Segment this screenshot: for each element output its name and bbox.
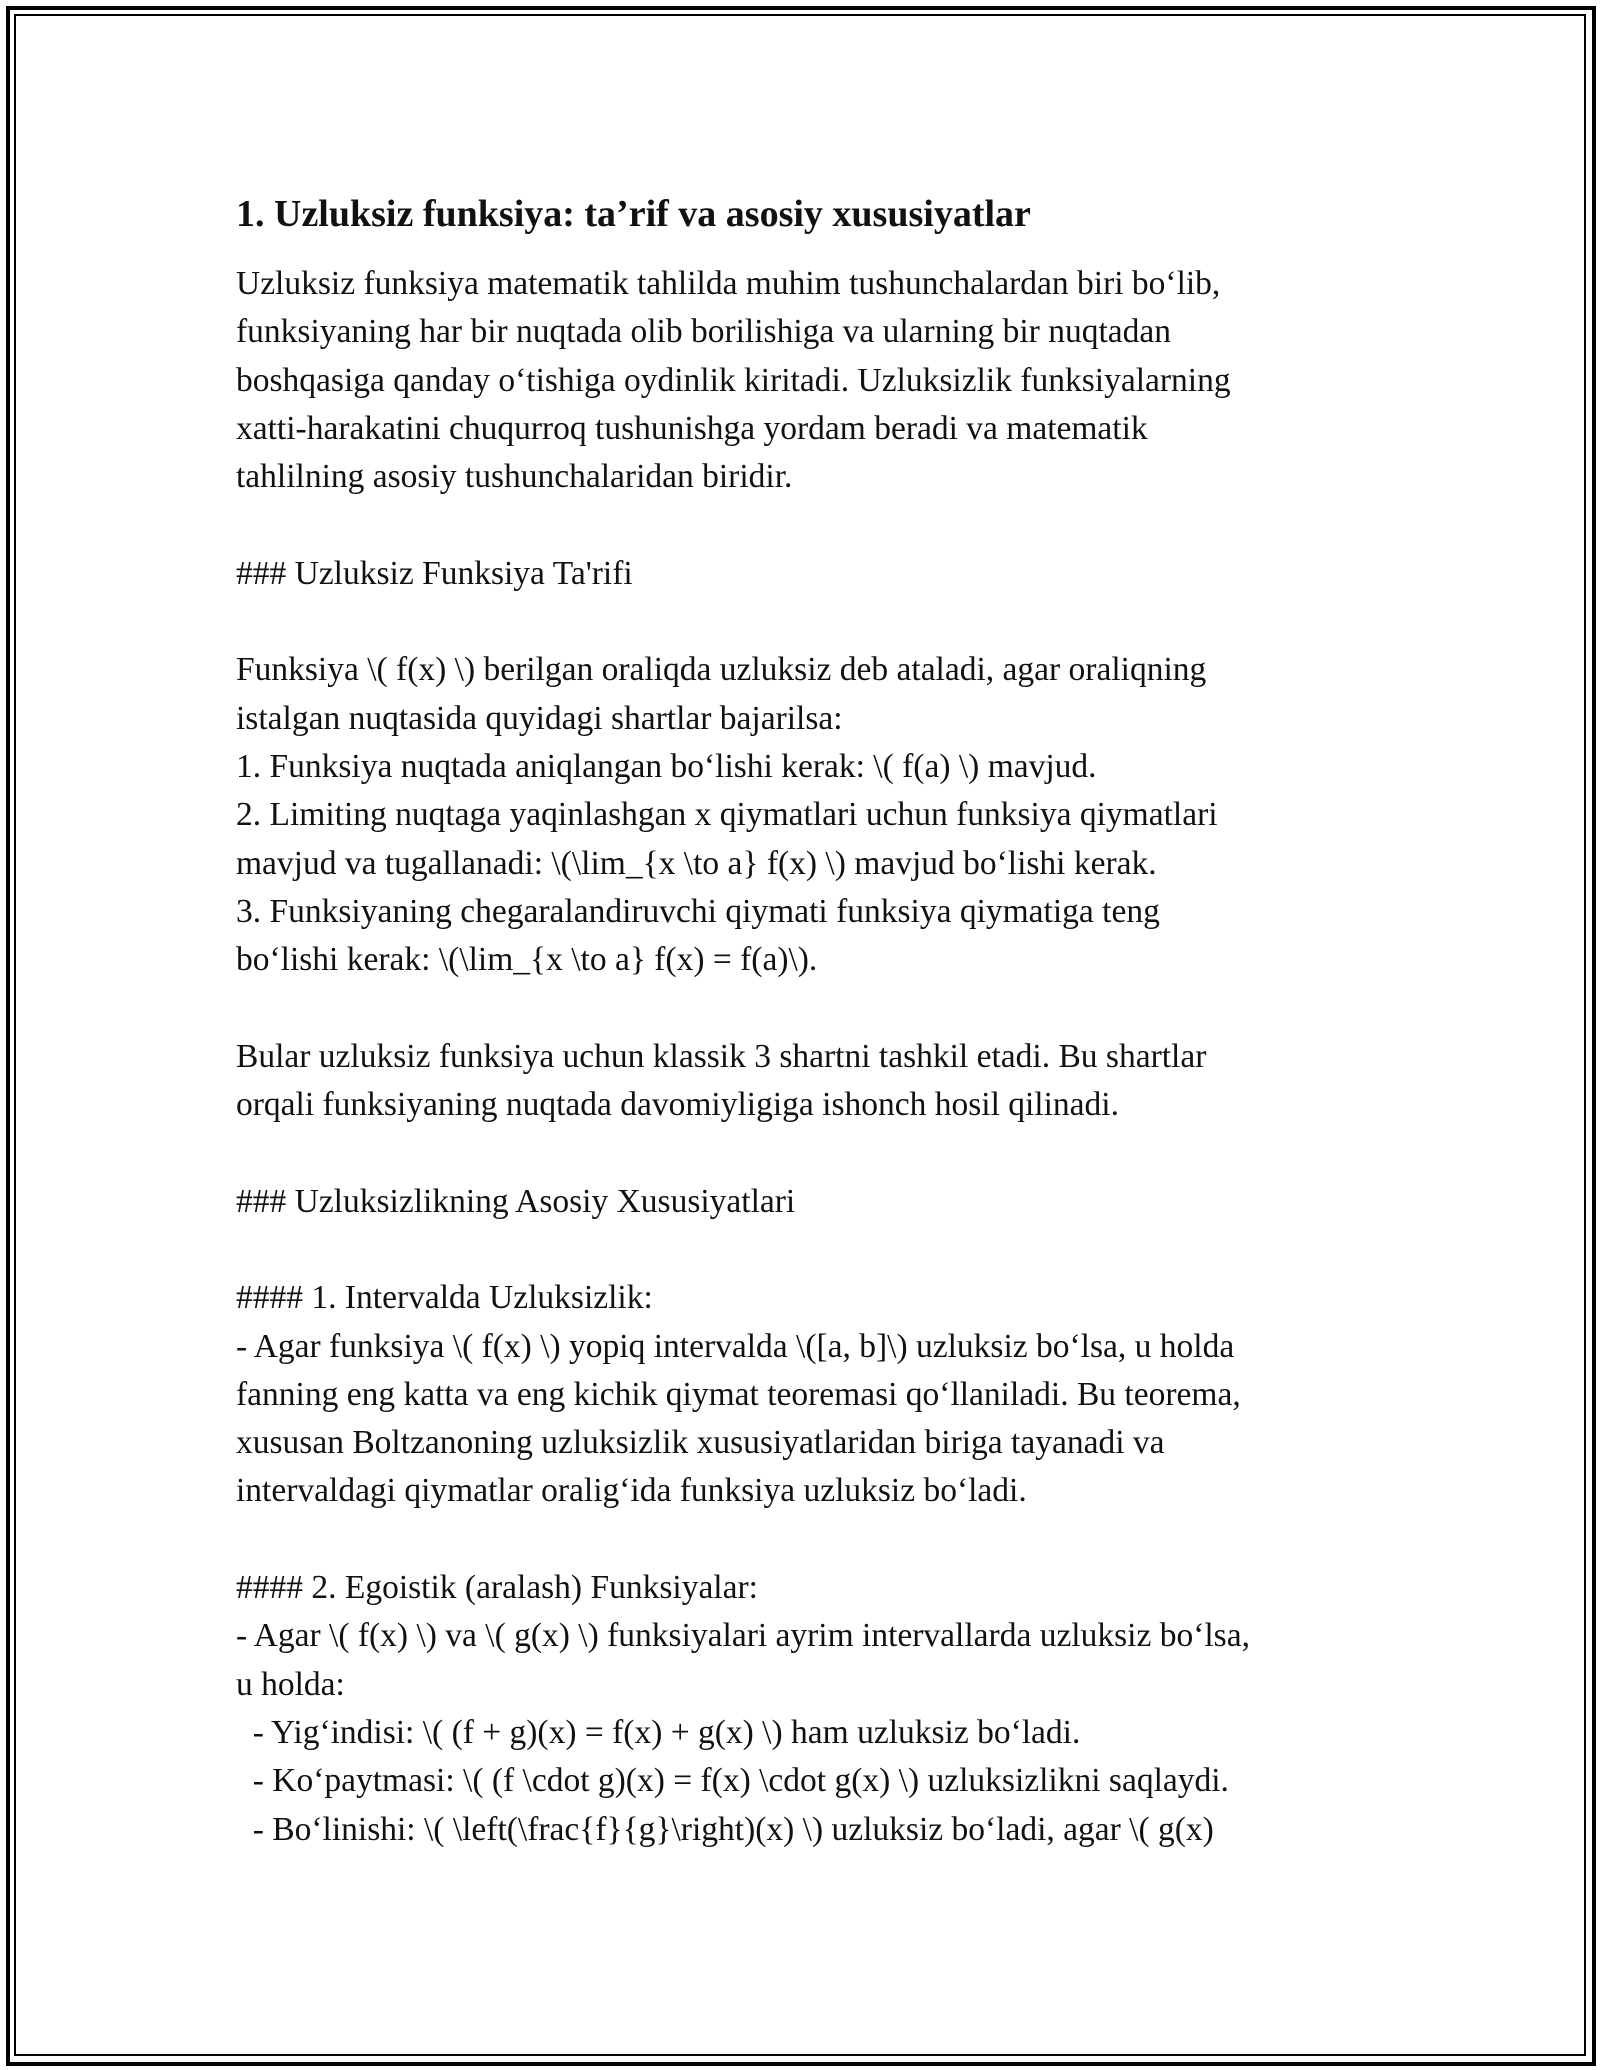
blank-line — [236, 1516, 1376, 1564]
text-line: intervaldagi qiymatlar oralig‘ida funksiya uzluksiz bo‘ladi. — [236, 1472, 1027, 1510]
text-line: orqali funksiyaning nuqtada davomiyligiga ishonch hosil qilinadi. — [236, 1086, 1119, 1124]
blank-line — [236, 501, 1376, 549]
document-title: 1. Uzluksiz funksiya: ta’rif va asosiy xususiyatlar — [236, 193, 1031, 235]
blank-line — [236, 598, 1376, 646]
document-text — [236, 260, 1376, 1854]
text-line: Uzluksiz funksiya matematik tahlilda muhim tushunchalardan biri bo‘lib, — [236, 265, 1221, 302]
text-line: mavjud va tugallanadi: \(\lim_{x \to a} f(x) \) mavjud bo‘lishi kerak. — [236, 844, 1157, 882]
text-line: #### 2. Egoistik (aralash) Funksiyalar: — [236, 1569, 758, 1607]
blank-line — [236, 984, 1376, 1032]
text-line: bo‘lishi kerak: \(\lim_{x \to a} f(x) = f(a)\). — [236, 941, 818, 979]
blank-line — [236, 1226, 1376, 1274]
text-line: xususan Boltzanoning uzluksizlik xususiyatlaridan biriga tayanadi va — [236, 1424, 1165, 1462]
text-line: - Ko‘paytmasi: \( (f \cdot g)(x) = f(x) \cdot g(x) \) uzluksizlikni saqlaydi. — [236, 1762, 1229, 1800]
text-line: Funksiya \( f(x) \) berilgan oraliqda uzluksiz deb ataladi, agar oraliqning — [236, 651, 1207, 689]
text-line: istalgan nuqtasida quyidagi shartlar bajarilsa: — [236, 699, 843, 737]
text-line: xatti-harakatini chuqurroq tushunishga yordam beradi va matematik — [236, 409, 1148, 447]
text-line: boshqasiga qanday o‘tishiga oydinlik kiritadi. Uzluksizlik funksiyalarning — [236, 361, 1231, 399]
text-line: u holda: — [236, 1665, 345, 1703]
text-line: - Agar \( f(x) \) va \( g(x) \) funksiyalari ayrim intervallarda uzluksiz bo‘lsa, — [236, 1617, 1250, 1655]
text-line: ### Uzluksizlikning Asosiy Xususiyatlari — [236, 1182, 796, 1220]
text-line: - Bo‘linishi: \( \left(\frac{f}{g}\right)(x) \) uzluksiz bo‘ladi, agar \( g(x) — [236, 1810, 1214, 1848]
text-line: Bular uzluksiz funksiya uchun klassik 3 shartni tashkil etadi. Bu shartlar — [236, 1037, 1207, 1075]
text-line: 1. Funksiya nuqtada aniqlangan bo‘lishi kerak: \( f(a) \) mavjud. — [236, 747, 1097, 785]
text-line: tahlilning asosiy tushunchalaridan biridir. — [236, 458, 793, 496]
text-line: funksiyaning har bir nuqtada olib borilishiga va ularning bir nuqtadan — [236, 313, 1172, 351]
text-line: 3. Funksiyaning chegaralandiruvchi qiymati funksiya qiymatiga teng — [236, 892, 1160, 930]
text-line: - Agar funksiya \( f(x) \) yopiq intervalda \([a, b]\) uzluksiz bo‘lsa, u holda — [236, 1327, 1235, 1365]
text-line: fanning eng katta va eng kichik qiymat teoremasi qo‘llaniladi. Bu teorema, — [236, 1375, 1241, 1413]
blank-line — [236, 1129, 1376, 1177]
document-body — [236, 186, 1376, 1854]
text-line: #### 1. Intervalda Uzluksizlik: — [236, 1279, 653, 1317]
text-line: - Yig‘indisi: \( (f + g)(x) = f(x) + g(x) \) ham uzluksiz bo‘ladi. — [236, 1713, 1081, 1751]
text-line: 2. Limiting nuqtaga yaqinlashgan x qiymatlari uchun funksiya qiymatlari — [236, 796, 1218, 834]
text-line: ### Uzluksiz Funksiya Ta'rifi — [236, 554, 633, 592]
